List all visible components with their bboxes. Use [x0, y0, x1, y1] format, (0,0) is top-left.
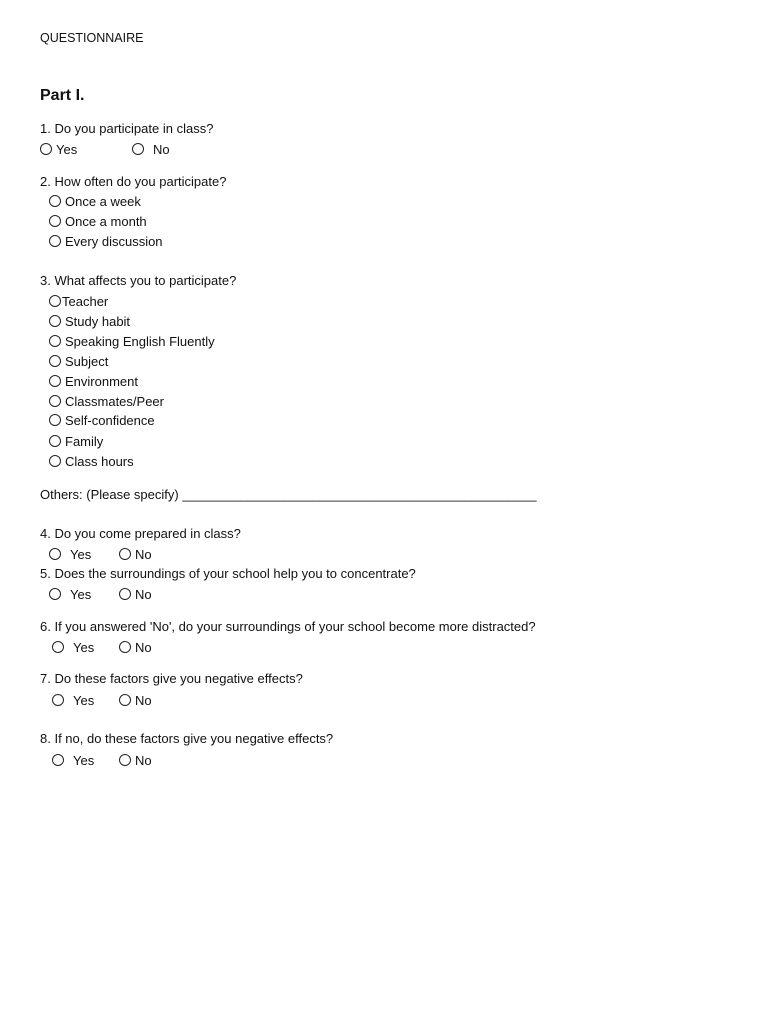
radio-button-icon[interactable]: [49, 455, 61, 467]
question-1: 1. Do you participate in class?: [40, 121, 214, 136]
q7-option-yes[interactable]: [52, 692, 94, 708]
question-6: 6. If you answered 'No', do your surroundings of your school become more distracted?: [40, 619, 536, 634]
q4-option-yes-label: Yes: [70, 546, 92, 562]
q3-option-8-label: Family: [65, 433, 104, 449]
q4-option-no-label: No: [135, 546, 152, 562]
q3-option-3-label: Speaking English Fluently: [65, 333, 215, 349]
q3-option-1[interactable]: [49, 293, 108, 309]
radio-button-icon[interactable]: [119, 588, 131, 600]
q3-option-4[interactable]: [49, 353, 108, 369]
radio-button-icon[interactable]: [49, 335, 61, 347]
q5-option-no-label: No: [135, 586, 152, 602]
radio-button-icon[interactable]: [119, 641, 131, 653]
question-5: 5. Does the surroundings of your school help you to concentrate?: [40, 566, 416, 581]
radio-button-icon[interactable]: [52, 641, 64, 653]
q2-option-1-label: Once a week: [65, 193, 141, 209]
q3-option-9[interactable]: [49, 453, 134, 469]
q3-option-8[interactable]: [49, 433, 103, 449]
q4-option-no[interactable]: [119, 546, 152, 562]
q1-option-no[interactable]: [132, 141, 170, 157]
q3-option-6[interactable]: [49, 393, 164, 409]
q6-option-no[interactable]: [119, 639, 152, 655]
q3-option-7[interactable]: [49, 412, 155, 428]
radio-button-icon[interactable]: [49, 588, 61, 600]
q2-option-2[interactable]: [49, 213, 147, 229]
document-title: QUESTIONNAIRE: [40, 31, 144, 45]
q2-option-2-label: Once a month: [65, 213, 147, 229]
radio-button-icon[interactable]: [49, 295, 61, 307]
q7-option-no-label: No: [135, 692, 152, 708]
q2-option-3[interactable]: [49, 233, 163, 249]
q7-option-yes-label: Yes: [73, 692, 95, 708]
q3-option-9-label: Class hours: [65, 453, 134, 469]
q8-option-yes-label: Yes: [73, 752, 95, 768]
radio-button-icon[interactable]: [49, 315, 61, 327]
q3-option-1-label: Teacher: [62, 293, 109, 309]
radio-button-icon[interactable]: [132, 143, 144, 155]
radio-button-icon[interactable]: [119, 548, 131, 560]
q5-option-yes-label: Yes: [70, 586, 92, 602]
q3-option-6-label: Classmates/Peer: [65, 393, 164, 409]
q3-option-2[interactable]: [49, 313, 130, 329]
q3-option-4-label: Subject: [65, 353, 109, 369]
question-3: 3. What affects you to participate?: [40, 273, 237, 288]
radio-button-icon[interactable]: [52, 754, 64, 766]
q8-option-no[interactable]: [119, 752, 152, 768]
question-2: 2. How often do you participate?: [40, 174, 227, 189]
q6-option-no-label: No: [135, 639, 152, 655]
q5-option-no[interactable]: [119, 586, 152, 602]
question-4: 4. Do you come prepared in class?: [40, 526, 241, 541]
radio-button-icon[interactable]: [49, 215, 61, 227]
radio-button-icon[interactable]: [119, 694, 131, 706]
q4-option-yes[interactable]: [49, 546, 91, 562]
radio-button-icon[interactable]: [49, 548, 61, 560]
q7-option-no[interactable]: [119, 692, 152, 708]
q1-option-yes-label: Yes: [56, 141, 78, 157]
radio-button-icon[interactable]: [49, 195, 61, 207]
q5-option-yes[interactable]: [49, 586, 91, 602]
radio-button-icon[interactable]: [49, 435, 61, 447]
q1-option-no-label: No: [153, 141, 170, 157]
part-heading: Part I.: [40, 87, 85, 104]
others-specify-field[interactable]: Others: (Please specify) _________________________________________________: [40, 487, 537, 502]
q3-option-2-label: Study habit: [65, 313, 131, 329]
q8-option-yes[interactable]: [52, 752, 94, 768]
q1-option-yes[interactable]: [40, 141, 77, 157]
question-7: 7. Do these factors give you negative effects?: [40, 671, 303, 686]
q8-option-no-label: No: [135, 752, 152, 768]
radio-button-icon[interactable]: [40, 143, 52, 155]
radio-button-icon[interactable]: [49, 355, 61, 367]
q3-option-5-label: Environment: [65, 373, 138, 389]
q2-option-1[interactable]: [49, 193, 141, 209]
question-8: 8. If no, do these factors give you negative effects?: [40, 731, 334, 746]
radio-button-icon[interactable]: [49, 375, 61, 387]
q2-option-3-label: Every discussion: [65, 233, 163, 249]
q3-option-3[interactable]: [49, 333, 215, 349]
q6-option-yes-label: Yes: [73, 639, 95, 655]
q3-option-7-label: Self-confidence: [65, 412, 155, 428]
radio-button-icon[interactable]: [49, 235, 61, 247]
radio-button-icon[interactable]: [119, 754, 131, 766]
radio-button-icon[interactable]: [49, 414, 61, 426]
radio-button-icon[interactable]: [49, 395, 61, 407]
q3-option-5[interactable]: [49, 373, 138, 389]
radio-button-icon[interactable]: [52, 694, 64, 706]
q6-option-yes[interactable]: [52, 639, 94, 655]
